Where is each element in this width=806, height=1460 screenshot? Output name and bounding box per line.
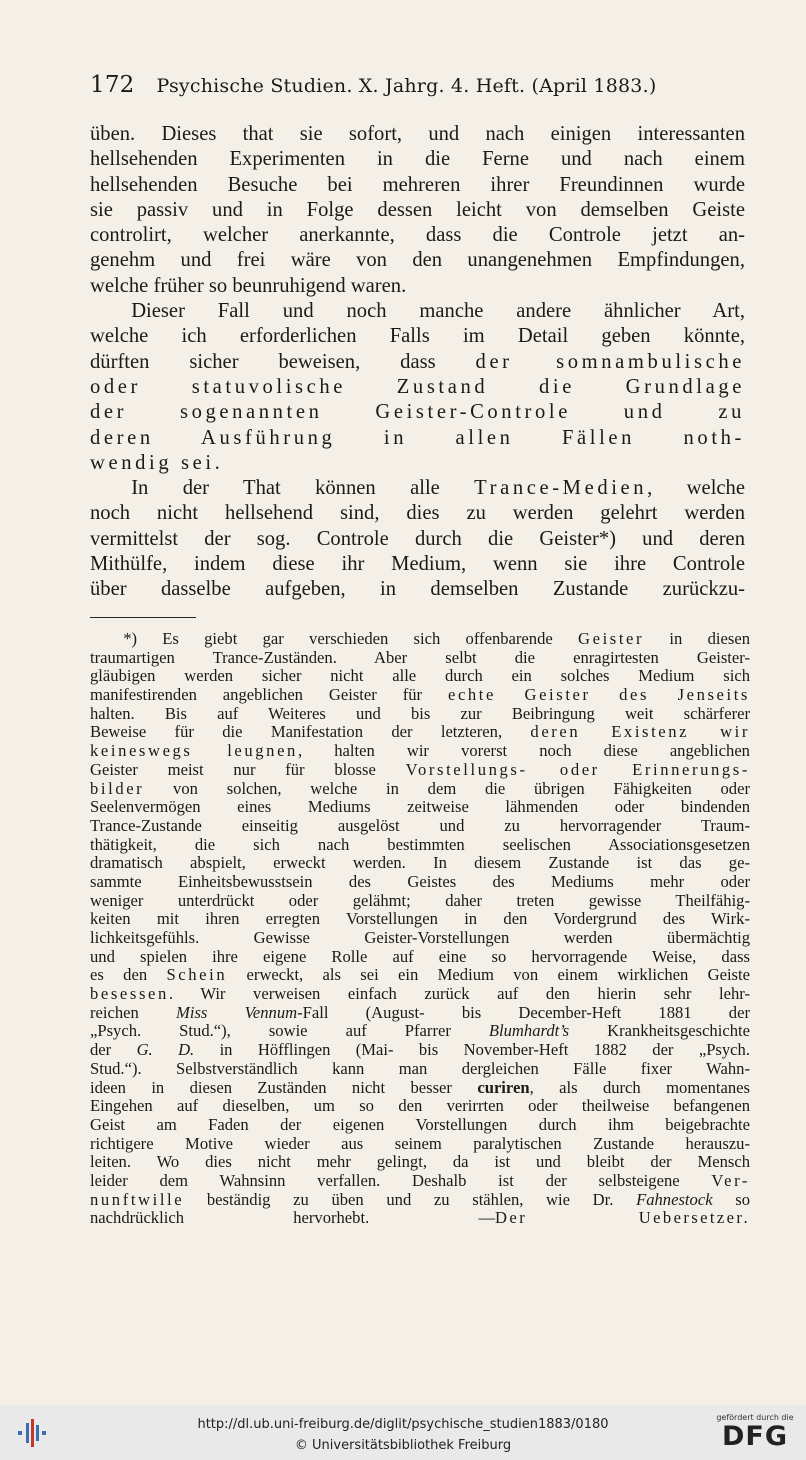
body-line: dürften sicher beweisen, dass der somnambulische — [90, 350, 745, 373]
footnote-line: thätigkeit, die sich nach bestimmten seelischen Associationsgesetzen — [90, 835, 750, 854]
footnote-line: reichen Miss Vennum-Fall (August- bis December-Heft 1881 der — [90, 1003, 750, 1022]
body-line: In der That können alle Trance-Medien, welche — [90, 477, 745, 500]
footnote-line: bilder von solchen, welche in dem die übrigen Fähigkeiten oder — [90, 779, 750, 798]
copyright-notice: © Universitätsbibliothek Freiburg — [294, 1438, 512, 1453]
footnote-line: Eingehen auf dieselben, um so den verirrten oder theilweise befangenen — [90, 1097, 750, 1116]
footnote-line: dramatisch abspielt, erweckt werden. In diesem Zustande ist das ge- — [90, 854, 750, 873]
footnote-line: richtigere Motive wieder aus seinem paralytischen Zustande herauszu- — [90, 1134, 750, 1153]
footnote-line: manifestirenden angeblichen Geister für echte Geister des Jenseits — [90, 686, 750, 705]
body-line: hellsehenden Experimenten in die Ferne und nach einem — [90, 148, 745, 171]
footnote-line: *) Es giebt gar verschieden sich offenbarende Geister in diesen — [90, 630, 750, 648]
body-line: controlirt, welcher anerkannte, dass die Controle jetzt an- — [90, 224, 745, 247]
body-line: sie passiv und in Folge dessen leicht von demselben Geiste — [90, 198, 745, 221]
footnote-line: sammte Einheitsbewusstsein des Geistes des Mediums mehr oder — [90, 872, 750, 891]
dfg-logo-text: DFG — [721, 1421, 789, 1452]
body-line: über dasselbe aufgeben, in demselben Zustande zurückzu- — [90, 578, 745, 601]
body-line: welche früher so beunruhigend waren. — [90, 274, 407, 297]
footnote-line: nachdrücklich hervorhebt. —Der Uebersetzer. — [90, 1209, 750, 1228]
footnote-line: leiten. Wo dies nicht mehr gelingt, da ist und bleibt der Mensch — [90, 1153, 750, 1172]
dfg-logo — [712, 1413, 798, 1457]
body-line: Mithülfe, indem diese ihr Medium, wenn sie ihre Controle — [90, 553, 745, 576]
body-line: oder statuvolische Zustand die Grundlage — [90, 375, 745, 398]
footnote-line: halten. Bis auf Weiteres und bis zur Beibringung weit schärferer — [90, 704, 750, 723]
body-line: vermittelst der sog. Controle durch die Geister*) und deren — [90, 527, 745, 550]
footnote-line: weniger unterdrückt oder gelähmt; daher treten gewisse Theilfähig- — [90, 891, 750, 910]
footnote-line: besessen. Wir verweisen einfach zurück auf den hierin sehr lehr- — [90, 985, 750, 1004]
footnote-line: Trance-Zustande einseitig ausgelöst und zu hervorragender Traum- — [90, 816, 750, 835]
body-line: wendig sei. — [90, 451, 224, 474]
footnote-line: leider dem Wahnsinn verfallen. Deshalb ist der selbsteigene Ver- — [90, 1171, 750, 1190]
page-url-link[interactable]: http://dl.ub.uni-freiburg.de/diglit/psychische_studien1883/0180 — [197, 1417, 609, 1432]
body-line: der sogenannten Geister-Controle und zu — [90, 401, 745, 424]
footnote-line: und spielen ihre eigene Rolle auf eine so hervorragende Weise, dass — [90, 947, 750, 966]
translator-signature: Der Uebersetzer. — [495, 1209, 750, 1228]
footnote-line: Stud.“). Selbstverständlich kann man dergleichen Fälle fixer Wahn- — [90, 1059, 750, 1078]
body-line: üben. Dieses that sie sofort, und nach einigen interessanten — [90, 123, 745, 145]
footnote-rule — [90, 617, 196, 618]
body-line: genehm und frei wäre von den unangenehmen Empfindungen, — [90, 249, 745, 272]
footnote-line: Beweise für die Manifestation der letzteren, deren Existenz wir — [90, 723, 750, 742]
running-title: Psychische Studien. X. Jahrg. 4. Heft. (April 1883.) — [156, 75, 657, 97]
footnote-line: traumartigen Trance-Zuständen. Aber selbt die enragirtesten Geister- — [90, 648, 750, 667]
footnote-line: Geister meist nur für blosse Vorstellungs- oder Erinnerungs- — [90, 760, 750, 779]
footnote-line: der G. D. in Höfflingen (Mai- bis November-Heft 1882 der „Psych. — [90, 1041, 750, 1060]
footnote — [90, 630, 750, 1228]
footnote-line: es den Schein erweckt, als sei ein Medium von einem wirklichen Geiste — [90, 966, 750, 985]
footnote-line: gläubigen werden sicher nicht alle durch ein solches Medium sich — [90, 667, 750, 686]
page-number: 172 — [90, 72, 135, 98]
viewer-footer — [0, 1405, 806, 1460]
footnote-line: Geist am Faden der eigenen Vorstellungen durch ihm beigebrachte — [90, 1115, 750, 1134]
footnote-line: ideen in diesen Zuständen nicht besser curiren, als durch momentanes — [90, 1078, 750, 1097]
body-line: hellsehenden Besuche bei mehreren ihrer Freundinnen wurde — [90, 173, 745, 196]
footnote-line: nunftwille beständig zu üben und zu stählen, wie Dr. Fahnestock so — [90, 1190, 750, 1209]
body-line: noch nicht hellsehend sind, dies zu werden gelehrt werden — [90, 502, 745, 525]
footnote-line: Seelenvermögen eines Mediums zeitweise lähmenden oder bindenden — [90, 798, 750, 817]
body-text — [90, 122, 745, 603]
footnote-line: „Psych. Stud.“), sowie auf Pfarrer Blumhardt’s Krankheitsgeschichte — [90, 1022, 750, 1041]
dfg-caption: gefördert durch die — [716, 1413, 794, 1422]
body-line: deren Ausführung in allen Fällen noth- — [90, 426, 745, 449]
footnote-line: keineswegs leugnen, halten wir vorerst noch diese angeblichen — [90, 742, 750, 761]
running-header — [90, 72, 750, 98]
body-line: Dieser Fall und noch manche andere ähnlicher Art, — [90, 300, 745, 323]
footnote-line: lichkeitsgefühls. Gewisse Geister-Vorstellungen werden übermächtig — [90, 929, 750, 947]
body-line: welche ich erforderlichen Falls im Detail geben könnte, — [90, 325, 745, 348]
footnote-line: keiten mit ihren erregten Vorstellungen in den Vordergrund des Wirk- — [90, 910, 750, 929]
